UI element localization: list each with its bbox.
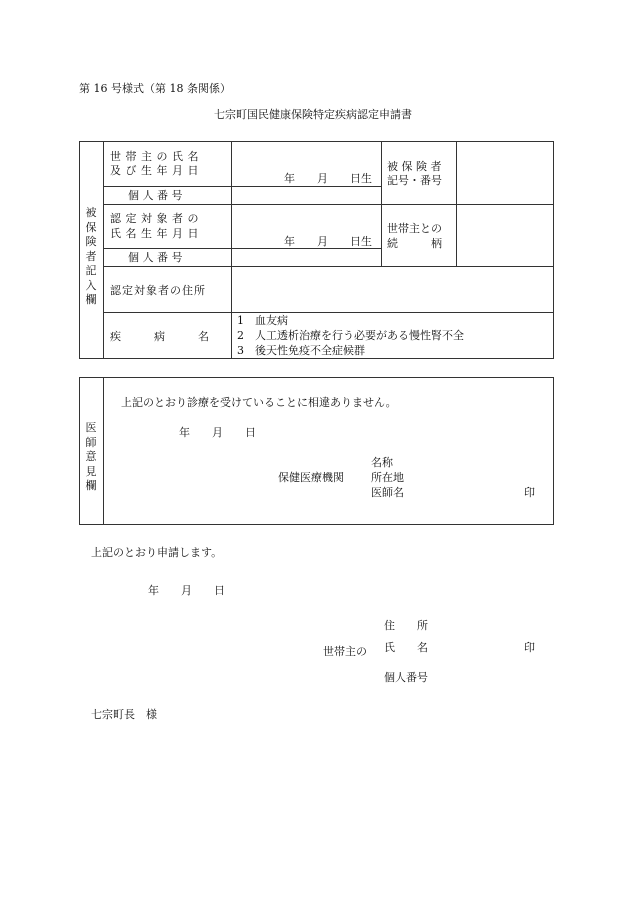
personal-number-label: 個 人 番 号 bbox=[128, 189, 183, 202]
doctor-statement: 上記のとおり診療を受けていることに相違ありません。 bbox=[121, 396, 397, 409]
doctor-side-label: 医 師 意 見 欄 bbox=[85, 421, 97, 492]
target-name-label-line1: 認 定 対 象 者 の bbox=[110, 212, 199, 225]
doctor-date: 年 月 日 bbox=[179, 426, 256, 439]
disease-label: 疾 病 名 bbox=[110, 330, 209, 343]
institution-location-label: 所在地 bbox=[371, 471, 404, 484]
addressee: 七宗町長 様 bbox=[91, 708, 157, 721]
doctor-seal: 印 bbox=[524, 486, 535, 499]
insured-side-label: 被 保 険 者 記 入 欄 bbox=[85, 206, 97, 306]
relation-label-line1: 世帯主との bbox=[387, 222, 442, 235]
target-name-label-line2: 氏 名 生 年 月 日 bbox=[110, 227, 199, 240]
personal-number-label-2: 個 人 番 号 bbox=[128, 251, 183, 264]
insured-number-label-line1: 被 保 険 者 bbox=[387, 160, 442, 173]
disease-item-1: 1 血友病 bbox=[237, 314, 288, 327]
applicant-seal: 印 bbox=[524, 641, 535, 654]
institution-label: 保健医療機関 bbox=[278, 471, 344, 484]
head-birthdate-label: 年 月 日生 bbox=[284, 172, 372, 185]
head-name-label-line2: 及 び 生 年 月 日 bbox=[110, 164, 199, 177]
applicant-address-label: 住 所 bbox=[384, 619, 428, 632]
disease-item-2: 2 人工透析治療を行う必要がある慢性腎不全 bbox=[237, 329, 464, 342]
insured-number-label-line2: 記号・番号 bbox=[387, 174, 442, 187]
institution-name-label: 名称 bbox=[371, 456, 393, 469]
relation-label-line2: 続 柄 bbox=[387, 237, 442, 250]
doctor-name-label: 医師名 bbox=[371, 486, 404, 499]
target-birthdate-label: 年 月 日生 bbox=[284, 235, 372, 248]
applicant-head-label: 世帯主の bbox=[323, 645, 367, 658]
application-date: 年 月 日 bbox=[148, 584, 225, 597]
page-title: 七宗町国民健康保険特定疾病認定申請書 bbox=[214, 108, 412, 121]
applicant-name-label: 氏 名 bbox=[384, 641, 428, 654]
address-label: 認定対象者の住所 bbox=[110, 284, 206, 297]
form-number: 第 16 号様式（第 18 条関係） bbox=[79, 82, 231, 95]
application-statement: 上記のとおり申請します。 bbox=[91, 546, 223, 559]
head-name-label-line1: 世 帯 主 の 氏 名 bbox=[110, 150, 199, 163]
disease-item-3: 3 後天性免疫不全症候群 bbox=[237, 344, 365, 357]
applicant-personal-number-label: 個人番号 bbox=[384, 671, 428, 684]
